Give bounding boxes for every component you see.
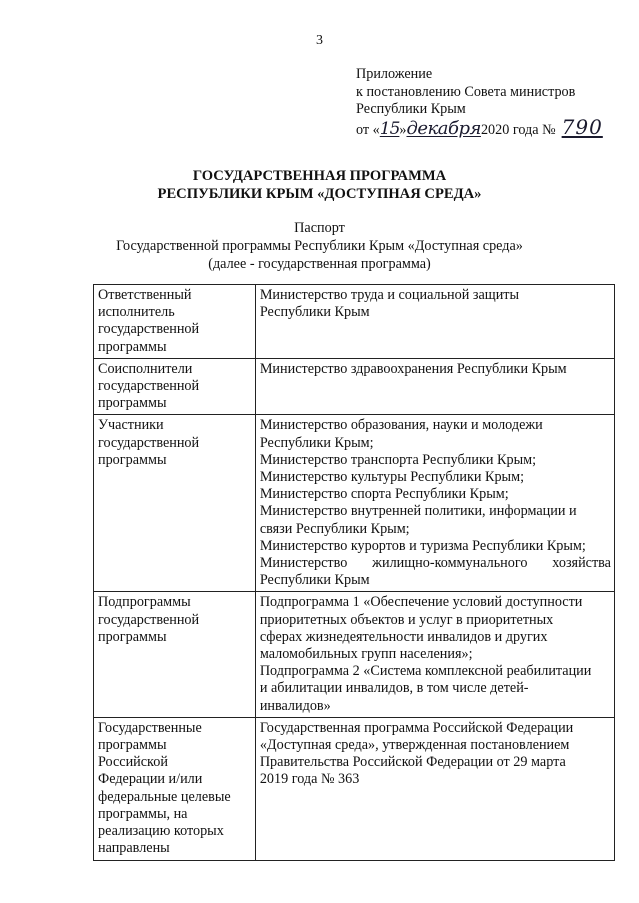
table-row	[94, 717, 615, 860]
label-line: Соисполнители	[98, 360, 193, 377]
table-row	[94, 592, 615, 717]
title-line: ГОСУДАРСТВЕННАЯ ПРОГРАММА	[192, 168, 447, 184]
value-line: «Доступная среда», утвержденная постановлением	[259, 737, 570, 754]
label-line: направлены	[98, 840, 170, 857]
label-line: государственной	[98, 378, 200, 395]
handwritten-day: 15	[379, 118, 400, 139]
appendix-line: Республики Крым	[356, 101, 466, 117]
label-line: Государственные	[98, 719, 202, 736]
row-value-cell	[255, 358, 614, 415]
label-line: программы, на	[98, 805, 188, 822]
value-line: приоритетных объектов и услуг в приоритетных	[259, 611, 554, 628]
value-line: Подпрограмма 2 «Система комплексной реабилитации	[259, 663, 592, 680]
value-line: 2019 года № 363	[259, 771, 360, 788]
label-line: Подпрограммы	[98, 594, 191, 611]
value-line: Республики Крым;	[259, 434, 374, 451]
label-line: государственной	[98, 434, 200, 451]
value-line: Республики Крым	[259, 572, 370, 589]
value-line: Министерство курортов и туризма Республики Крым;	[259, 537, 586, 554]
row-label-cell	[94, 358, 256, 415]
value-line: Государственная программа Российской Федерации	[259, 719, 574, 736]
passport-heading	[0, 219, 639, 273]
label-line: Участники	[98, 417, 164, 434]
label-line: реализацию которых	[98, 823, 224, 840]
document-title	[0, 167, 639, 203]
handwritten-doc-number: 790	[561, 114, 603, 139]
value-line: Правительства Российской Федерации от 29 марта	[259, 754, 566, 771]
value-line: связи Республики Крым;	[259, 520, 410, 537]
label-line: федеральные целевые	[98, 788, 231, 805]
value-line: Республики Крым	[259, 304, 370, 321]
value-line: Министерство труда и социальной защиты	[259, 287, 520, 303]
appendix-line: к постановлению Совета министров	[356, 83, 576, 100]
value-line: Министерство культуры Республики Крым;	[259, 469, 525, 486]
row-value-cell	[255, 285, 614, 359]
appendix-block	[356, 66, 603, 139]
row-value-cell	[255, 415, 614, 592]
value-line: инвалидов»	[259, 697, 331, 714]
table-row	[94, 285, 615, 359]
label-line: программы	[98, 451, 167, 468]
date-mid: »	[399, 121, 407, 138]
title-line: РЕСПУБЛИКИ КРЫМ «ДОСТУПНАЯ СРЕДА»	[157, 186, 482, 202]
value-line: Министерство здравоохранения Республики Крым	[259, 360, 567, 377]
value-line: сферах жизнедеятельности инвалидов и других	[259, 628, 548, 645]
table-row	[94, 358, 615, 415]
row-label-cell	[94, 415, 256, 592]
table-row	[94, 415, 615, 592]
value-line: Министерство спорта Республики Крым;	[259, 486, 509, 503]
passport-line: Государственной программы Республики Крым «Доступная среда»	[116, 238, 523, 254]
value-line: Министерство образования, науки и молодежи	[259, 417, 543, 434]
page-number: 3	[316, 33, 323, 48]
passport-line: Паспорт	[294, 220, 345, 236]
value-line: Министерство внутренней политики, информации и	[259, 503, 577, 520]
date-prefix: от «	[356, 121, 380, 138]
row-label-cell	[94, 285, 256, 359]
label-line: исполнитель	[98, 304, 175, 321]
label-line: программы	[98, 628, 167, 645]
value-line: Подпрограмма 1 «Обеспечение условий доступности	[259, 594, 583, 611]
value-line: маломобильных групп населения»;	[259, 646, 473, 663]
passport-table	[93, 284, 615, 861]
label-line: программы	[98, 338, 167, 355]
appendix-date-row	[356, 114, 603, 140]
row-label-cell	[94, 592, 256, 717]
row-label-cell	[94, 717, 256, 860]
row-value-cell	[255, 592, 614, 717]
label-line: Ответственный	[98, 287, 192, 303]
label-line: Российской	[98, 754, 168, 771]
appendix-line: Приложение	[356, 66, 433, 82]
label-line: государственной	[98, 321, 200, 338]
date-suffix: 2020 года №	[480, 121, 556, 138]
handwritten-month: декабря	[406, 117, 481, 139]
row-value-cell	[255, 717, 614, 860]
value-line: Министерство транспорта Республики Крым;	[259, 451, 537, 468]
label-line: программы	[98, 737, 167, 754]
label-line: Федерации и/или	[98, 771, 203, 788]
value-line: и абилитации инвалидов, в том числе детей-	[259, 680, 529, 697]
label-line: государственной	[98, 611, 200, 628]
passport-line: (далее - государственная программа)	[208, 256, 431, 272]
value-line: Министерство жилищно-коммунального хозяйства	[259, 555, 611, 572]
label-line: программы	[98, 395, 167, 412]
